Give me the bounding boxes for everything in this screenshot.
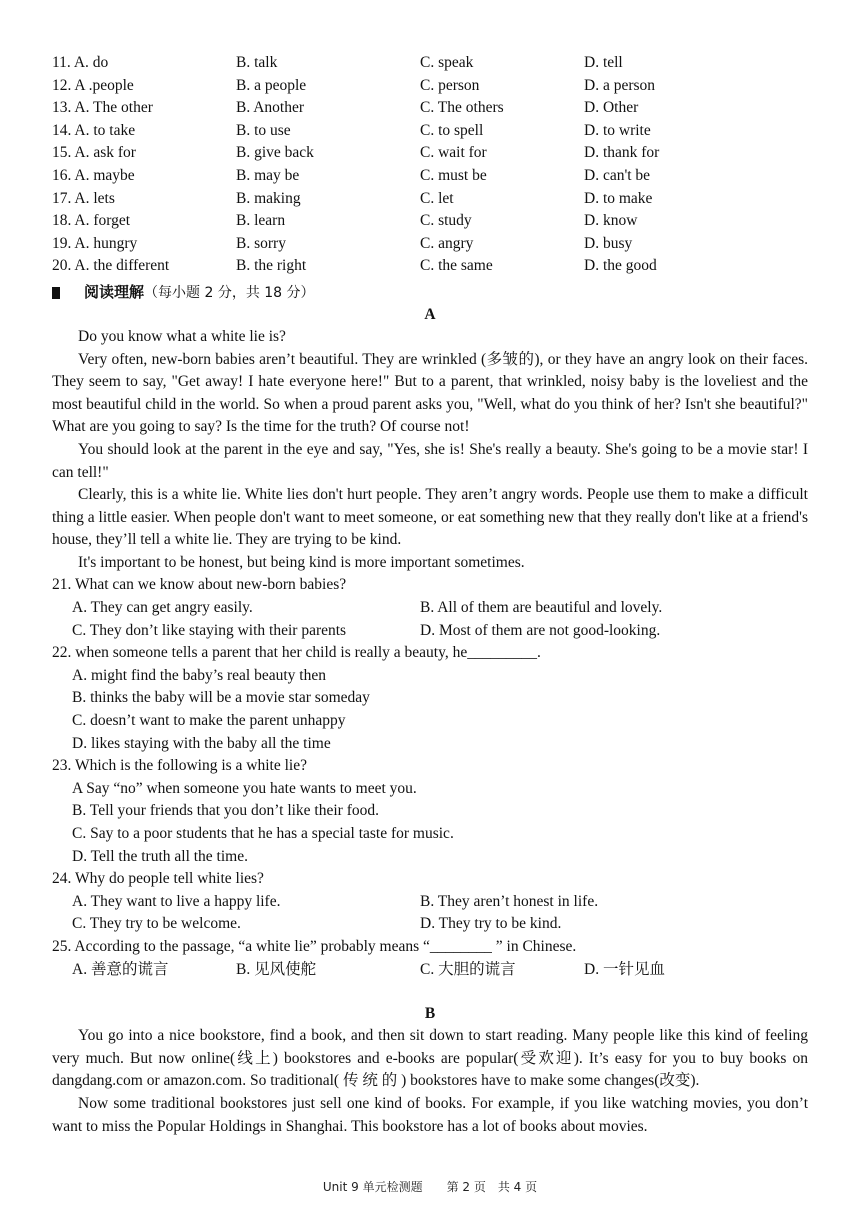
paragraph: Very often, new-born babies aren’t beautiful. They are wrinkled (多皱的), or they have an angry look on their faces. They seem to say, "Get away! I hate everyone here!" But to a parent, that wrinkled, noisy baby is the loveliest and the most beautiful child in the world. So when a proud parent asks you, "Well, what do you think of her? Isn't she beautiful?" What are you going to say? Is the time for the truth? Of course not! xyxy=(52,350,808,436)
option-row xyxy=(52,188,808,211)
option-d: D. busy xyxy=(584,234,633,252)
choice-b: B. All of them are beautiful and lovely. xyxy=(420,599,663,617)
option-row xyxy=(52,142,808,165)
option-c: C. to spell xyxy=(420,121,484,139)
section-heading xyxy=(52,280,808,304)
question-stem: 23. Which is the following is a white lie? xyxy=(52,757,307,775)
option-c: C. study xyxy=(420,212,472,230)
section-note: （每小题 2 分，共 18 分） xyxy=(144,284,315,301)
paragraph: You should look at the parent in the eye and say, "Yes, she is! She's really a beauty. She's going to be a movie star! I can tell!" xyxy=(52,440,808,481)
question-stem: 22. when someone tells a parent that her child is really a beauty, he_________. xyxy=(52,644,541,662)
choice-c: C. doesn’t want to make the parent unhappy xyxy=(72,712,346,730)
option-row xyxy=(52,255,808,278)
choice-c: C. They try to be welcome. xyxy=(72,915,241,933)
option-b: B. give back xyxy=(236,144,314,162)
option-a: 11. A. do xyxy=(52,54,109,71)
choice-a: A Say “no” when someone you hate wants to meet you. xyxy=(72,779,417,797)
option-d: D. can't be xyxy=(584,166,651,184)
option-b: B. Another xyxy=(236,99,305,117)
option-a: 12. A .people xyxy=(52,76,134,94)
option-d: D. to make xyxy=(584,189,653,207)
option-a: 13. A. The other xyxy=(52,99,153,117)
question-23 xyxy=(52,755,808,868)
roman-numeral-marker xyxy=(52,287,60,299)
paragraph: You go into a nice bookstore, find a book, and then sit down to start reading. Many people like this kind of feeling very much. But now online(线上) bookstores and e-books are popular(受欢迎). It’s easy for you to buy books on dangdang.com or amazon.com. So traditional( 传 统 的 ) bookstores have to make some changes(改变). xyxy=(52,1027,808,1090)
choice-c: C. They don’t like staying with their parents xyxy=(72,621,347,639)
option-c: C. person xyxy=(420,76,480,94)
choice-row xyxy=(52,959,808,982)
option-b: B. making xyxy=(236,189,301,207)
option-c: C. must be xyxy=(420,166,487,184)
passage-label: A xyxy=(424,305,436,323)
choice-d: D. 一针见血 xyxy=(584,960,665,978)
spacer xyxy=(52,981,808,1003)
question-stem: 24. Why do people tell white lies? xyxy=(52,870,264,888)
option-b: B. a people xyxy=(236,76,307,94)
option-c: C. speak xyxy=(420,54,474,71)
option-row xyxy=(52,52,808,75)
choice-d: D. Most of them are not good-looking. xyxy=(420,621,661,639)
choice-row xyxy=(52,913,808,936)
option-c: C. angry xyxy=(420,234,474,252)
paragraph: Clearly, this is a white lie. White lies don't hurt people. They aren’t angry words. People use them to make a difficult thing a little easier. When people don't want to meet someone, or eat something new that they really don't like at a friend's house, they’ll tell a white lie. They are trying to be kind. xyxy=(52,486,808,549)
question-stem: 21. What can we know about new-born babies? xyxy=(52,576,347,594)
choice-c: C. Say to a poor students that he has a special taste for music. xyxy=(72,825,454,842)
choice-b: B. They aren’t honest in life. xyxy=(420,892,599,910)
question-stem: 25. According to the passage, “a white lie” probably means “________ ” in Chinese. xyxy=(52,937,577,955)
option-d: D. to write xyxy=(584,121,651,139)
option-d: D. know xyxy=(584,212,638,230)
option-c: C. the same xyxy=(420,257,493,275)
question-25 xyxy=(52,936,808,981)
paragraph: Now some traditional bookstores just sell one kind of books. For example, if you like watching movies, you don’t want to miss the Popular Holdings in Shanghai. This bookstore has a lot of books about movies. xyxy=(52,1094,808,1135)
choice-row xyxy=(52,620,808,643)
option-b: B. may be xyxy=(236,166,300,184)
option-a: 18. A. forget xyxy=(52,212,131,230)
question-21 xyxy=(52,574,808,642)
option-c: C. The others xyxy=(420,99,504,117)
option-row xyxy=(52,165,808,188)
option-b: B. the right xyxy=(236,257,307,275)
choice-b: B. Tell your friends that you don’t like their food. xyxy=(72,802,380,820)
exam-page xyxy=(52,52,808,1138)
choice-a: A. They want to live a happy life. xyxy=(72,892,281,910)
paragraph: It's important to be honest, but being kind is more important sometimes. xyxy=(78,553,525,571)
option-a: 14. A. to take xyxy=(52,121,136,139)
question-24 xyxy=(52,868,808,936)
option-row xyxy=(52,97,808,120)
choice-d: D. They try to be kind. xyxy=(420,915,562,933)
option-a: 17. A. lets xyxy=(52,189,115,207)
option-b: B. sorry xyxy=(236,234,286,252)
option-b: B. learn xyxy=(236,212,286,230)
option-row xyxy=(52,233,808,256)
option-a: 19. A. hungry xyxy=(52,234,138,252)
option-row xyxy=(52,120,808,143)
option-d: D. a person xyxy=(584,76,656,94)
option-a: 20. A. the different xyxy=(52,257,170,275)
cloze-options xyxy=(52,52,808,278)
option-d: D. the good xyxy=(584,257,657,275)
question-22 xyxy=(52,642,808,755)
choice-c: C. 大胆的谎言 xyxy=(420,960,516,978)
option-a: 16. A. maybe xyxy=(52,166,135,184)
choice-a: A. might find the baby’s real beauty then xyxy=(72,666,326,684)
passage-label: B xyxy=(424,1005,436,1023)
option-d: D. tell xyxy=(584,54,623,71)
section-title: 阅读理解 xyxy=(84,282,145,301)
option-d: D. Other xyxy=(584,99,639,117)
choice-d: D. likes staying with the baby all the time xyxy=(72,734,331,752)
choice-row xyxy=(52,597,808,620)
choice-d: D. Tell the truth all the time. xyxy=(72,847,248,865)
option-c: C. let xyxy=(420,189,454,207)
option-d: D. thank for xyxy=(584,144,660,162)
option-row xyxy=(52,210,808,233)
option-row xyxy=(52,75,808,98)
option-a: 15. A. ask for xyxy=(52,144,136,162)
choice-a: A. 善意的谎言 xyxy=(72,960,169,978)
option-b: B. talk xyxy=(236,54,278,71)
choice-row xyxy=(52,891,808,914)
choice-a: A. They can get angry easily. xyxy=(72,599,253,617)
choice-b: B. 见风使舵 xyxy=(236,960,317,978)
option-c: C. wait for xyxy=(420,144,487,162)
option-b: B. to use xyxy=(236,121,291,139)
choice-b: B. thinks the baby will be a movie star someday xyxy=(72,689,370,707)
page-footer: Unit 9 单元检测题 第 2 页 共 4 页 xyxy=(322,1180,538,1194)
paragraph: Do you know what a white lie is? xyxy=(78,327,286,345)
